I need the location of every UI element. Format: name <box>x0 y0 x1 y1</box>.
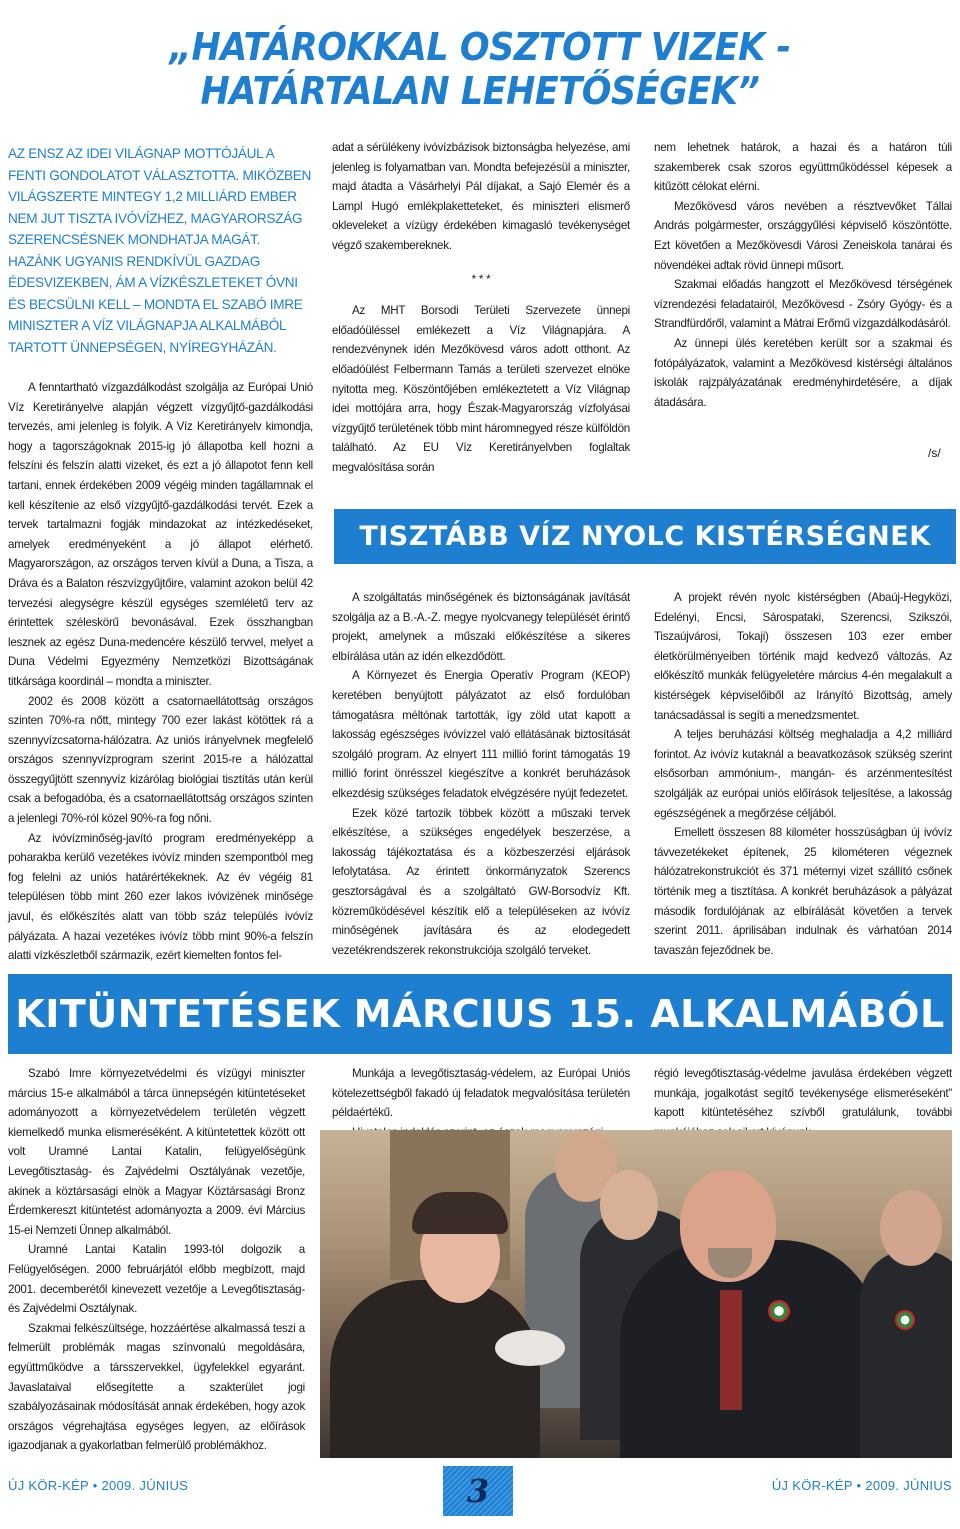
section-separator: * * * <box>471 272 491 286</box>
photo-person <box>860 1250 952 1458</box>
paragraph: Szakmai felkészültsége, hozzáértése alkalmassá teszi a felmerült problémák magas színvonalú megoldására, együttműködve a társszervekkel, ügyfelekkel egyaránt. Javaslataival elősegítette a szakterület jogi szabályozásainak módosítását annak érdekében, hogy azok országos végrehajtása egységes legyen, az előírások igazodjanak a gyakorlatban felmerülő problémákhoz. <box>8 1321 305 1453</box>
paragraph: Mezőkövesd város nevében a résztvevőket Tállai András polgármester, országgyűlési képviselő köszöntötte. Ezt követően a Mezőkövesdi Városi Zeneiskola tanárai és növendékei adtak rövid ünnepi műsort. <box>654 199 952 272</box>
paragraph: A Környezet és Energia Operatív Program (KEOP) keretében benyújtott pályázatot az első fordulóban támogatásra méltónak tartották, így zöld utat kapott a lakosság egészséges ivóvízzel való ellátásának biztosítását szolgáló program. Az elnyert 111 millió forint támogatás 19 millió forint önrésszel kiegészítve a konkrét beruházások elkezdésig szükséges feladatok elvégzésére nyújt fedezetet. <box>332 669 630 800</box>
headline-line-2: HATÁRTALAN LEHETŐSÉGEK” <box>200 69 760 113</box>
photo-person <box>330 1280 540 1458</box>
column-2-article <box>332 138 630 478</box>
paragraph: A fenntartható vízgazdálkodást szolgálja az Európai Unió Víz Keretirányelve alapján végzett vízgyűjtő-gazdálkodási tervezés, ami jelenleg is folyik. A Víz Keretirányelv kimondja, hogy a tagországoknak 2015-ig jó állapotba kell hozni a felszíni és felszín alatti vizeket, és ezt a jó állapotot fenn kell tartani, ennek érdekében 2009 végéig minden tagállamnak el kell készítenie az első vízgyűjtő-gazdálkodási tervét. Ezek a tervek tartalmazni fogják mindazokat az intézkedéseket, amelyek eredményeként a jó állapot elérhető. Magyarországon, az országos terven kívül a Duna, a Tisza, a Dráva és a Balaton részvízgyűjtőire, valamint azokon belül 42 tervezési alegységre készül egységes szemléletű terv az érintettek széleskörű bevonásával. Ezek összhangban lesznek az egész Duna-medencére készülő tervvel, melyet a Duna Védelmi Egyezmény Nemzetközi Bizottságának titkársága koordinál – mondta a miniszter. <box>8 381 313 688</box>
section-banner-clean-water: TISZTÁBB VÍZ NYOLC KISTÉRSÉGNEK <box>334 509 956 564</box>
paragraph: Munkája a levegőtisztaság-védelem, az Európai Uniós kötelezettségből fakadó új feladatok megvalósítása területén példaértékű. <box>332 1067 630 1120</box>
photo-hair <box>412 1192 508 1234</box>
award-ceremony-photo <box>320 1130 952 1458</box>
page-number-box <box>443 1466 513 1516</box>
headline-line-1: „HATÁROKKAL OSZTOTT VIZEK - <box>169 25 791 69</box>
photo-cockade <box>895 1310 915 1330</box>
paragraph: A szolgáltatás minőségének és biztonságának javítását szolgálja az a B.-A.-Z. megye nyolcvanegy települését érintő projekt, amelynek a műszaki előkészítése a sikeres elbírálása után az idén elkezdődött. <box>332 591 630 663</box>
footer-publication-left: ÚJ KÖR-KÉP • 2009. JÚNIUS <box>8 1478 189 1493</box>
photo-tie <box>720 1290 742 1410</box>
section-banner-awards: KITÜNTETÉSEK MÁRCIUS 15. ALKALMÁBÓL <box>8 974 952 1054</box>
photo-flowers <box>495 1330 565 1366</box>
paragraph: Az ivóvízminőség-javító program eredményeképp a poharakba kerülő vezetékes ivóvíz minden szempontból meg fog felelni az uniós határértékeknek. Az év végéig 81 településen több mint 260 ezer lakos ivóvizének minősége javul, és előkészítés alatt van több száz település ivóvíz pályázata. A hazai vezetékes ivóvíz több mint 90%-a felszín alatti vízkészletből származik, ezért kiemelten fontos fel- <box>8 831 313 963</box>
column-1-awards <box>8 1064 305 1456</box>
paragraph: régió levegőtisztaság-védelme javulása érdekében végzett munkája, jogalkotást segítő tevékenysége elismeréseként” kapott kitüntetéséhez szívből gratulálunk, további <box>654 1067 952 1120</box>
paragraph: A teljes beruházási költség meghaladja a 4,2 milliárd forintot. Az ivóvíz kutaknál a beavatkozások szükség szerint elsősorban ammónium-, mangán- és arzénmentesítést szolgálják az európai uniós előírások teljesítése, a lakosság egészségének a megőrzése céljából. <box>654 728 952 820</box>
photo-face <box>600 1170 658 1240</box>
column-3-article <box>654 138 952 412</box>
photo-cockade <box>768 1300 790 1322</box>
photo-face <box>880 1190 942 1266</box>
column-1-article <box>8 378 313 966</box>
paragraph: Szabó Imre környezetvédelmi és vízügyi miniszter március 15-e alkalmából a tárca ünnepségén kitüntetéseket adományozott a környezetvédelem területén végzett kiemelkedő munka elismeréséként. A kitüntetettek között ott volt Uramné Lantai Katalin, felügyelőségünk Levegőtisztaság- és Zajvédelmi Osztályának vezetője, akinek a köztársasági elnök a Magyar Köztársasági Bronz Érdemkereszt kitüntetést adományozta a 2009. évi Március 15-ei Nemzeti Ünnep alkalmából. <box>8 1067 305 1237</box>
signature: /s/ <box>928 446 941 460</box>
column-2-water-project <box>332 588 630 960</box>
paragraph: adat a sérülékeny ivóvízbázisok biztonságba helyezése, ami jelenleg is folyamatban van. Mondta befejezésül a miniszter, majd átadta a Vásárhelyi Pál díjakat, a Sajó Elemér és a Lampl Hugó emlékplaketteteket, és miniszteri elismerő okleveleket a vízügy érdekében kimagasló tevékenységet végző szakembereknek. <box>332 141 630 252</box>
paragraph: Az MHT Borsodi Területi Szervezete ünnepi előadóüléssel emlékezett a Víz Világnapjára. A rendezvénynek idén Mezőkövesd város adott otthont. Az előadóülést Felbermann Tamás a területi szervezet elnöke nyitotta meg. Köszöntőjében emlékeztetett a Víz Világnap idei mottójára arra, hogy Észak-Magyarország vízfolyásai vízgyűjtő területének több mint háromnegyed része külföldön található. Az EU Víz Keretirányelvben foglaltak megvalósítása során <box>332 304 630 474</box>
column-3-water-project <box>654 588 952 960</box>
footer-publication-right: ÚJ KÖR-KÉP • 2009. JÚNIUS <box>771 1478 952 1493</box>
paragraph: Ezek közé tartozik többek között a műszaki tervek elkészítése, a szükséges engedélyek beszerzése, a lakosság tájékoztatása és a közbeszerzési eljárások lefolytatása. Az érintett önkormányzatok Szerencs gesztorságával és a szolgáltató GW-Borsodvíz Kft. közreműködésével készítik elő a településeken az ivóvíz minőségének javítására és az elodegedett vezetékrendszerek rekonstrukciója szolgáló terveket. <box>332 806 630 957</box>
paragraph: Emellett összesen 88 kilométer hosszúságban új ivóvíz távvezetékeket építenek, 25 kilométeren végeznek hálózatrekonstrukciót és 371 méternyi vizet szállító csőnek történik meg a tisztítása. A konkrét beruházások a pályázat második fordulójának az elbírálását követően a tervek szerint 2011. áprilisában indulnak és várhatóan 2014 tavaszán fejeződnek be. <box>654 826 952 957</box>
paragraph: 2002 és 2008 között a csatornaellátottság országos szinten 70%-ra nőtt, mintegy 700 ezer lakást kötöttek rá a szennyvízcsatorna-hálózatra. Az uniós irányelvnek megfelelő országos szennyvízprogram szerint 2015-re a hálózattal összegyűjtött szennyvíz kizárólag biológiai tisztítás után kerül csak a befogadóba, és a csatornaellátottság országos szinten a jelenlegi 70%-ról közel 90%-ra fog nőni. <box>8 694 313 826</box>
paragraph: A projekt révén nyolc kistérségben (Abaúj-Hegyközi, Edelényi, Encsi, Sárospataki, Szerencsi, Szikszói, Tiszaújvárosi, Tokaji) összesen 103 ezer ember életkörülményeiben történik majd kedvező változás. Az előkészítő munkák felügyeletére március 4-én megalakult a kistérségek képviselőiből az Irányító Bizottság, amely tanácsadással is segíti a menedzsmentet. <box>654 591 952 722</box>
page-number: 3 <box>466 1472 490 1510</box>
paragraph: Az ünnepi ülés keretében került sor a szakmai és fotópályázatok, valamint a Mezőkövesd kistérségi általános iskolák rajzpályázatának eredményhirdetésére, a díjak átadására. <box>654 336 952 409</box>
paragraph: Szakmai előadás hangzott el Mezőkövesd térségének vízrendezési feladatairól, Mezőkövesd - Zsóry Gyógy- és a Strandfürdőről, valamint a Mátrai Erőmű vízgazdálkodásáról. <box>654 278 952 331</box>
lead-paragraph: AZ ENSZ AZ IDEI VILÁGNAP MOTTÓJÁUL A FENTI GONDOLATOT VÁLASZTOTTA. MIKÖZBEN VILÁGSZERTE MINTEGY 1,2 MILLIÁRD EMBER NEM JUT TISZTA IVÓVÍZHEZ, MAGYARORSZÁG SZERENCSÉSNEK MONDHATJA MAGÁT. HAZÁNK UGYANIS RENDKÍVÜL GAZDAG ÉDESVIZEKBEN, ÁM A VÍZKÉSZLETEKET ÓVNI ÉS BECSÜLNI KELL – MONDTA EL SZABÓ IMRE MINISZTER A VÍZ VILÁGNAPJA ALKALMÁBÓL TARTOTT ÜNNEPSÉGEN, NYÍREGYHÁZÁN. <box>8 146 312 355</box>
paragraph: nem lehetnek határok, a hazai és a határon túli szakemberek csak szoros együttműködéssel képesek a kitűzött célokat elérni. <box>654 141 952 194</box>
paragraph: Uramné Lantai Katalin 1993-tól dolgozik a Felügyelőségen. 2000 februárjától előbb megbízott, majd 2001. decemberétől kinevezett vezetője a Levegőtisztaság- és Zajvédelmi Osztálynak. <box>8 1243 305 1316</box>
